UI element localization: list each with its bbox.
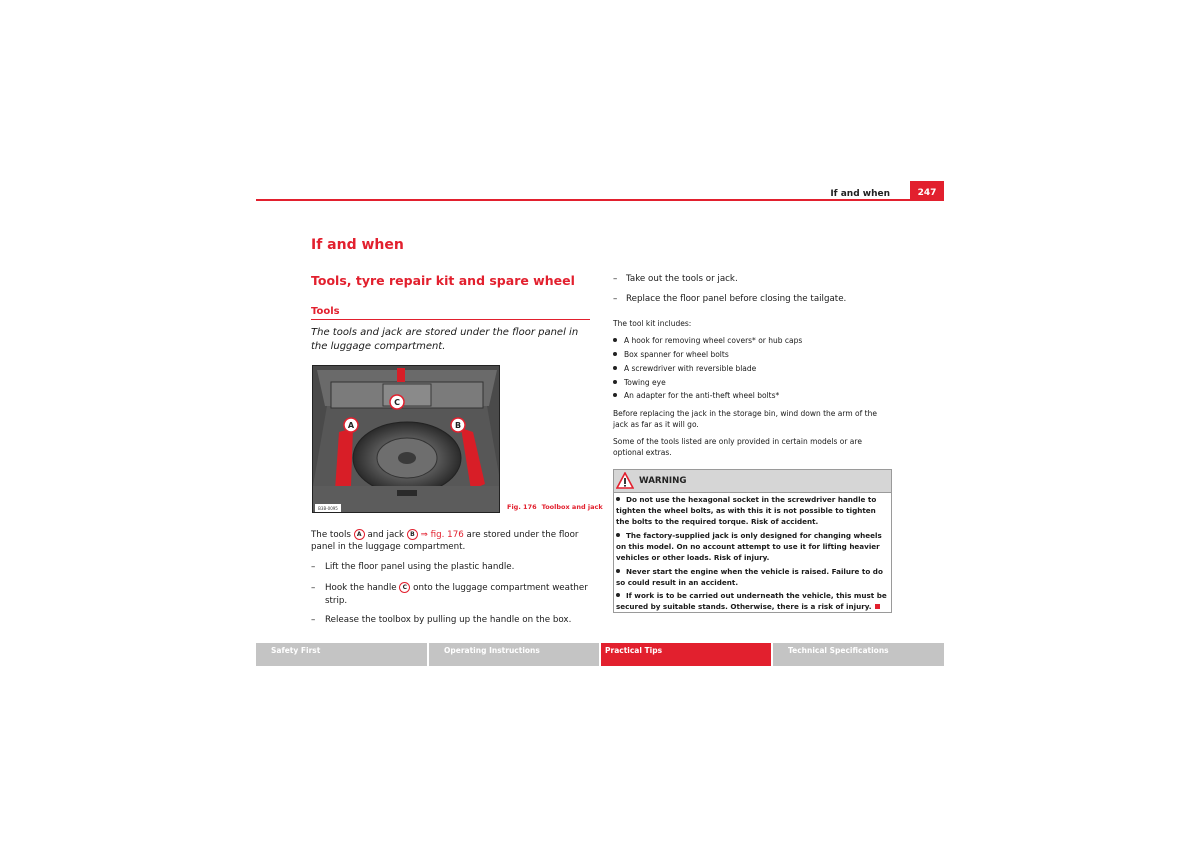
step-lift-floor-panel bbox=[311, 561, 591, 574]
toolbox-figure bbox=[312, 365, 500, 513]
warning-item: Do not use the hexagonal socket in the screwdriver handle to tighten the wheel bolts, as with this it is not possible to tighten the bolts to the required torque. Risk of accident. bbox=[616, 495, 877, 526]
warning-triangle-icon bbox=[616, 472, 634, 489]
warning-item: The factory-supplied jack is only designed for changing wheels on this model. On no account attempt to use it for lifting heavier vehicles or other loads. Risk of injury. bbox=[616, 531, 882, 562]
subsection-rule bbox=[311, 319, 590, 320]
tools-location-paragraph bbox=[311, 529, 593, 553]
step-dash: – bbox=[311, 562, 316, 572]
step-dash: – bbox=[613, 294, 618, 304]
footer-tab-technical-specifications[interactable]: Technical Specifications bbox=[773, 643, 944, 666]
p1-text-a: The tools bbox=[311, 530, 351, 540]
bullet-icon bbox=[613, 393, 617, 397]
footer-tab-safety-first[interactable]: Safety First bbox=[256, 643, 427, 666]
step-text: Lift the floor panel using the plastic handle. bbox=[325, 562, 515, 572]
step-text: Take out the tools or jack. bbox=[626, 274, 738, 284]
step-text: Release the toolbox by pulling up the handle on the box. bbox=[325, 615, 572, 625]
step-dash: – bbox=[311, 615, 316, 625]
callout-a-ref: A bbox=[354, 529, 365, 540]
figure-link[interactable]: ⇒ fig. 176 bbox=[420, 530, 464, 540]
footer-tab-practical-tips[interactable]: Practical Tips bbox=[601, 643, 771, 666]
callout-c-ref: C bbox=[399, 582, 410, 593]
step-text: Replace the floor panel before closing the tailgate. bbox=[626, 294, 847, 304]
figure-caption-text: Toolbox and jack bbox=[541, 503, 603, 511]
chapter-heading: If and when bbox=[311, 237, 404, 253]
trunk-illustration bbox=[313, 366, 500, 513]
callout-b-ref: B bbox=[407, 529, 418, 540]
figure-number: Fig. 176 bbox=[507, 503, 537, 511]
list-item: A hook for removing wheel covers* or hub caps bbox=[613, 336, 802, 346]
bullet-icon bbox=[613, 366, 617, 370]
step-dash: – bbox=[311, 583, 316, 593]
tool-kit-intro: The tool kit includes: bbox=[613, 319, 692, 328]
bullet-icon bbox=[613, 380, 617, 384]
list-item: Box spanner for wheel bolts bbox=[613, 350, 729, 360]
step-text bbox=[325, 582, 591, 607]
p1-text-c: are stored under the floor panel in the luggage compartment. bbox=[311, 530, 579, 552]
bullet-icon bbox=[613, 352, 617, 356]
page-number: 247 bbox=[910, 181, 944, 201]
end-of-section-marker bbox=[875, 604, 880, 609]
bullet-icon bbox=[616, 569, 620, 573]
step2-text-a: Hook the handle bbox=[325, 583, 397, 593]
bullet-icon bbox=[616, 593, 620, 597]
svg-text:A: A bbox=[347, 421, 355, 430]
step-release-toolbox bbox=[311, 614, 591, 627]
bullet-icon bbox=[613, 338, 617, 342]
step-replace-floor-panel bbox=[613, 293, 893, 305]
warning-item: If work is to be carried out underneath the vehicle, this must be secured by suitable stands. Otherwise, there is a risk of injury. bbox=[616, 591, 887, 611]
svg-text:C: C bbox=[394, 398, 400, 407]
footer-tab-operating-instructions[interactable]: Operating Instructions bbox=[429, 643, 599, 666]
svg-text:B3B-0095: B3B-0095 bbox=[318, 506, 338, 511]
list-item: A screwdriver with reversible blade bbox=[613, 364, 756, 374]
section-heading: Tools, tyre repair kit and spare wheel bbox=[311, 273, 575, 288]
step-take-out-tools bbox=[613, 273, 893, 285]
step2-text-b: onto the luggage compartment weather strip. bbox=[325, 583, 588, 606]
warning-item: Never start the engine when the vehicle is raised. Failure to do so could result in an accident. bbox=[616, 567, 883, 587]
optional-tools-paragraph: Some of the tools listed are only provided in certain models or are optional extras. bbox=[613, 437, 862, 457]
p1-text-b: and jack bbox=[367, 530, 405, 540]
list-item: An adapter for the anti-theft wheel bolts* bbox=[613, 391, 779, 401]
header-rule bbox=[256, 199, 944, 201]
list-item: Towing eye bbox=[613, 378, 666, 388]
callout-c bbox=[390, 395, 404, 409]
step-dash: – bbox=[613, 274, 618, 284]
step-hook-handle bbox=[311, 582, 591, 607]
warning-title: WARNING bbox=[639, 476, 687, 486]
callout-a bbox=[344, 418, 358, 432]
callout-b bbox=[451, 418, 465, 432]
intro-text: The tools and jack are stored under the floor panel in the luggage compartment. bbox=[311, 327, 579, 352]
subsection-heading: Tools bbox=[311, 306, 340, 317]
svg-text:B: B bbox=[454, 421, 462, 430]
bullet-icon bbox=[616, 497, 620, 501]
bullet-icon bbox=[616, 533, 620, 537]
figure-caption bbox=[507, 503, 608, 511]
running-header-title: If and when bbox=[830, 189, 890, 199]
jack-storage-paragraph: Before replacing the jack in the storage bin, wind down the arm of the jack as far as it will go. bbox=[613, 409, 877, 429]
